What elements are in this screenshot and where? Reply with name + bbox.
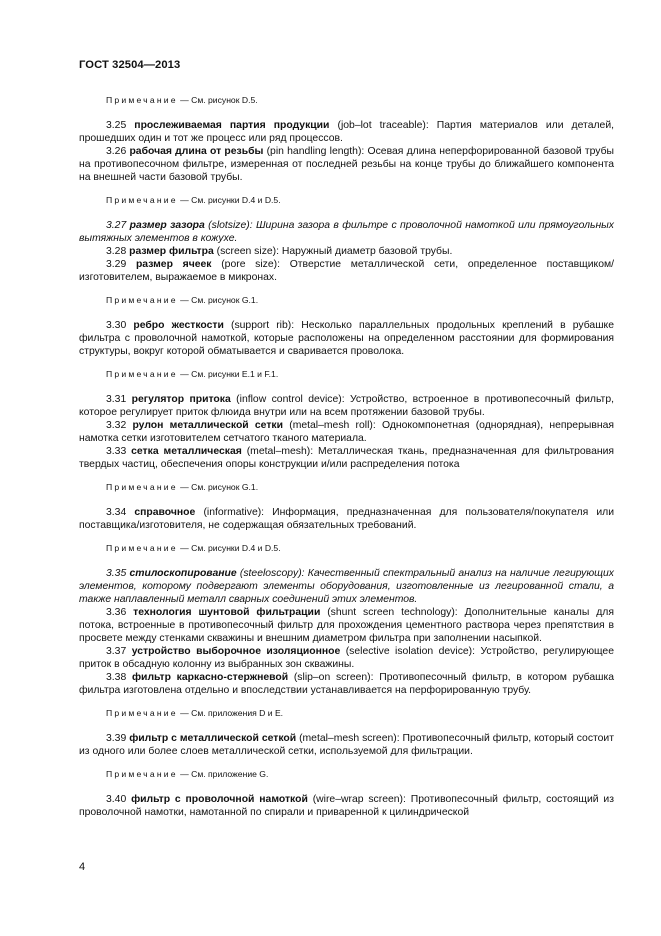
note <box>79 368 614 381</box>
term-definition <box>79 606 614 645</box>
term-text: (informative): Информация, предназначенная для пользователя/покупателя или поставщика/изготовителя, не содержащая обязательных требований. <box>79 507 615 531</box>
term-number: 3.30 <box>106 320 127 331</box>
term-text: (shunt screen technology): Дополнительные каналы для потока, встроенные в противопесочный фильтр для прохождения цементного раствора через препятствия в просвете между стенками скважины и внешним диаметром фильтра при заполнении насыпкой. <box>79 607 614 644</box>
term-text: (metal–mesh): Металлическая ткань, предназначенная для фильтрования твердых частиц, обеспечения опоры конструкции и/или распределения потока <box>79 446 615 470</box>
term-text: (metal–mesh screen): Противопесочный фильтр, который состоит из одного или более слоев металлической сетки, используемой для фильтрации. <box>79 733 614 757</box>
term-number: 3.33 <box>106 446 127 457</box>
term-number: 3.37 <box>106 646 127 657</box>
note <box>79 481 614 494</box>
note <box>79 94 614 107</box>
term-number: 3.25 <box>106 120 127 131</box>
term-number: 3.38 <box>106 672 127 683</box>
note-reference: См. рисунки D.4 и D.5. <box>191 543 281 553</box>
term-name: рабочая длина от резьбы <box>129 146 264 157</box>
term-number: 3.36 <box>106 607 127 618</box>
note <box>79 194 614 207</box>
term-text: (metal–mesh roll): Однокомпонетная (однорядная), непрерывная намотка сетки изготовителем сетчатого тканого материала. <box>79 420 614 444</box>
term-number: 3.27 <box>106 220 127 231</box>
term-text: (slip–on screen): Противопесочный фильтр, в котором рубашка фильтра изготовлена отдельно и впоследствии устанавливается на перфорированную трубу. <box>79 672 615 696</box>
note-dash: — <box>180 295 189 305</box>
note <box>79 542 614 555</box>
term-number: 3.28 <box>106 246 127 257</box>
term-number: 3.34 <box>106 507 127 518</box>
note-label: Примечание <box>106 543 178 553</box>
term-number: 3.31 <box>106 394 127 405</box>
note-reference: См. рисунки E.1 и F.1. <box>191 369 279 379</box>
document-body <box>79 94 614 819</box>
term-text: (steeloscopy): Качественный спектральный анализ на наличие легирующих элементов, которому подвергают элементы оборудования, изготовленные из легированной стали, а также наплавленный металл сварных соединений этих элементов. <box>79 568 614 605</box>
term-number: 3.35 <box>106 568 127 579</box>
note <box>79 294 614 307</box>
note-reference: См. приложение G. <box>191 769 269 779</box>
term-definition <box>79 419 614 445</box>
term-name: размер ячеек <box>135 259 212 270</box>
term-number: 3.39 <box>106 733 127 744</box>
note-label: Примечание <box>106 95 178 105</box>
term-definition <box>79 732 614 758</box>
note-label: Примечание <box>106 769 178 779</box>
note-dash: — <box>180 95 189 105</box>
term-definition <box>79 245 614 258</box>
term-name: фильтр каркасно-стержневой <box>131 672 289 683</box>
term-definition <box>79 645 614 671</box>
term-definition <box>79 671 614 697</box>
term-definition <box>79 445 614 471</box>
note-reference: См. рисунки D.4 и D.5. <box>191 195 281 205</box>
note-label: Примечание <box>106 482 178 492</box>
term-definition <box>79 793 614 819</box>
note-reference: См. приложения D и E. <box>191 708 284 718</box>
note-dash: — <box>180 482 189 492</box>
term-name: рулон металлической сетки <box>132 420 284 431</box>
note-label: Примечание <box>106 369 178 379</box>
term-name: справочное <box>134 507 196 518</box>
note-reference: См. рисунок D.5. <box>191 95 258 105</box>
term-definition <box>79 219 614 245</box>
term-name: фильтр с металлической сеткой <box>129 733 297 744</box>
note-label: Примечание <box>106 195 178 205</box>
term-definition <box>79 145 614 184</box>
note-dash: — <box>180 543 189 553</box>
note-dash: — <box>180 708 189 718</box>
term-number: 3.29 <box>106 259 127 270</box>
term-text: (pore size): Отверстие металлической сети, определенное поставщиком/изготовителем, выражаемое в микронах. <box>79 259 615 283</box>
note-reference: См. рисунок G.1. <box>191 482 259 492</box>
term-name: размер зазора <box>129 220 205 231</box>
term-definition <box>79 319 614 358</box>
term-text: (inflow control device): Устройство, встроенное в противопесочный фильтр, которое регулирует приток флюида внутри или на всем протяжении базовой трубы. <box>79 394 614 418</box>
term-name: сетка металлическая <box>131 446 242 457</box>
page-number: 4 <box>79 861 86 873</box>
term-name: устройство выборочное изоляционное <box>131 646 341 657</box>
standard-header: ГОСТ 32504—2013 <box>79 59 181 71</box>
term-text: (selective isolation device): Устройство, регулирующее приток в обсадную колонну из выбранных зон скважины. <box>79 646 614 670</box>
term-definition <box>79 119 614 145</box>
term-name: регулятор притока <box>131 394 231 405</box>
term-name: ребро жесткости <box>133 320 224 331</box>
note-dash: — <box>180 369 189 379</box>
term-number: 3.32 <box>106 420 127 431</box>
term-text: (job–lot traceable): Партия материалов или деталей, прошедших один и тот же процесс или ряд процессов. <box>79 120 615 144</box>
note-reference: См. рисунок G.1. <box>191 295 259 305</box>
note <box>79 768 614 781</box>
term-text: (pin handling length): Осевая длина неперфорированной базовой трубы на противопесочном фильтре, измеренная от последней резьбы на конце трубы до ближайшего компонента на внешней части базовой трубы. <box>79 146 615 183</box>
term-definition <box>79 258 614 284</box>
term-name: прослеживаемая партия продукции <box>134 120 330 131</box>
term-number: 3.26 <box>106 146 127 157</box>
term-definition <box>79 506 614 532</box>
term-text: (support rib): Несколько параллельных продольных креплений в рубашке фильтра с проволочной намоткой, которые расположены на определенном расстоянии для формирования структуры, вокруг которой обматывается и сваривается проволока. <box>79 320 614 357</box>
term-definition <box>79 393 614 419</box>
term-name: размер фильтра <box>129 246 214 257</box>
term-number: 3.40 <box>106 794 127 805</box>
note-label: Примечание <box>106 708 178 718</box>
note-dash: — <box>180 195 189 205</box>
term-name: стилоскопирование <box>129 568 237 579</box>
term-name: фильтр с проволочной намоткой <box>131 794 308 805</box>
term-text: (wire–wrap screen): Противопесочный фильтр, состоящий из проволочной намотки, намотанной по спирали и приваренной к цилиндрической <box>79 794 614 818</box>
note-dash: — <box>180 769 189 779</box>
term-definition <box>79 567 614 606</box>
note-label: Примечание <box>106 295 178 305</box>
note <box>79 707 614 720</box>
term-text: (screen size): Наружный диаметр базовой трубы. <box>213 246 453 257</box>
term-name: технология шунтовой фильтрации <box>133 607 321 618</box>
term-text: (slotsize): Ширина зазора в фильтре с проволочной намоткой или прямоугольных вытяжных элементов в кожухе. <box>79 220 614 244</box>
